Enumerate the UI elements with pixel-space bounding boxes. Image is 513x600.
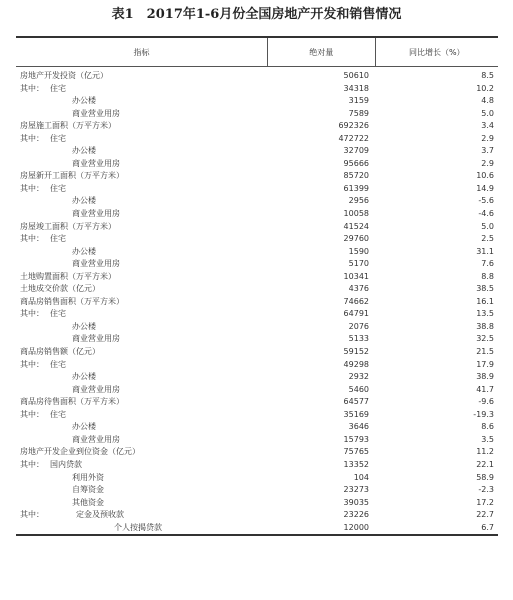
row-label-cell <box>16 258 268 271</box>
table-row <box>16 359 498 372</box>
row-absolute-value: 3646 <box>348 422 369 432</box>
table-row <box>16 170 498 183</box>
row-label: 商业营业用房 <box>72 434 120 444</box>
row-label: 办公楼 <box>72 372 96 382</box>
row-growth-value: 38.5 <box>476 284 494 294</box>
row-label-cell <box>16 384 268 397</box>
table-row <box>16 409 498 422</box>
row-absolute-value: 692326 <box>338 121 369 131</box>
row-growth-value: 8.8 <box>481 271 494 281</box>
row-prefix: 其中： <box>20 234 44 244</box>
row-absolute-value: 3159 <box>348 96 369 106</box>
row-label-cell <box>16 333 268 346</box>
row-label: 办公楼 <box>72 246 96 256</box>
row-label-cell <box>16 133 268 146</box>
row-prefix: 其中： <box>20 133 44 143</box>
row-growth-value: 2.9 <box>481 158 494 168</box>
row-label-cell <box>16 396 268 409</box>
row-absolute-value: 29760 <box>343 234 369 244</box>
table-row <box>16 333 498 346</box>
row-label: 住宅 <box>50 409 66 419</box>
table-row <box>16 384 498 397</box>
row-label: 商品房销售面积（万平方米） <box>20 296 124 306</box>
row-label: 住宅 <box>50 309 66 319</box>
row-prefix: 其中： <box>20 309 44 319</box>
row-label: 住宅 <box>50 183 66 193</box>
row-growth-value: 4.8 <box>481 96 494 106</box>
row-growth-value: 5.0 <box>481 108 494 118</box>
row-absolute-value: 5170 <box>348 259 369 269</box>
row-absolute-value: 41524 <box>343 221 369 231</box>
table-row <box>16 145 498 158</box>
table-row <box>16 459 498 472</box>
row-label: 国内贷款 <box>50 459 82 469</box>
row-label: 商业营业用房 <box>72 384 120 394</box>
row-label: 商品房待售面积（万平方米） <box>20 397 124 407</box>
table-row <box>16 108 498 121</box>
row-growth-value: 21.5 <box>476 347 494 357</box>
row-label-cell <box>16 421 268 434</box>
row-label-cell <box>16 371 268 384</box>
row-label-cell <box>16 83 268 96</box>
row-label: 住宅 <box>50 133 66 143</box>
table-header <box>16 38 498 67</box>
row-growth-value: 7.6 <box>481 259 494 269</box>
row-absolute-value: 35169 <box>343 409 369 419</box>
table-row <box>16 283 498 296</box>
row-growth-value: 32.5 <box>476 334 494 344</box>
row-growth-value: 22.1 <box>476 459 494 469</box>
row-label: 办公楼 <box>72 321 96 331</box>
row-growth-value: 58.9 <box>476 472 494 482</box>
table-row <box>16 296 498 309</box>
row-label: 商业营业用房 <box>72 108 120 118</box>
row-absolute-value: 34318 <box>343 83 369 93</box>
table-row <box>16 509 498 522</box>
row-label: 自筹资金 <box>72 485 104 495</box>
table-row <box>16 133 498 146</box>
table-body <box>16 67 498 536</box>
row-label-cell <box>16 434 268 447</box>
row-growth-value: -9.6 <box>478 397 494 407</box>
row-label-cell <box>16 170 268 183</box>
row-label-cell <box>16 283 268 296</box>
row-label: 办公楼 <box>72 196 96 206</box>
row-prefix: 其中： <box>20 409 44 419</box>
row-label-cell <box>16 108 268 121</box>
row-absolute-value: 23226 <box>343 510 369 520</box>
table-row <box>16 246 498 259</box>
row-absolute-value: 59152 <box>343 347 369 357</box>
table-row <box>16 221 498 234</box>
header-indicator: 指标 <box>133 47 150 57</box>
row-label: 商品房销售额（亿元） <box>20 347 100 357</box>
row-growth-value: 10.2 <box>476 83 494 93</box>
row-growth-value: -19.3 <box>473 409 494 419</box>
row-growth-value: 2.9 <box>481 133 494 143</box>
row-absolute-value: 49298 <box>343 359 369 369</box>
row-label-cell <box>16 459 268 472</box>
row-label: 房地产开发投资（亿元） <box>20 71 108 80</box>
table-row <box>16 308 498 321</box>
row-label-cell <box>16 522 268 535</box>
row-label-cell <box>16 308 268 321</box>
table-row <box>16 120 498 133</box>
row-label: 房屋新开工面积（万平方米） <box>20 171 124 181</box>
row-label: 房屋施工面积（万平方米） <box>20 121 116 131</box>
row-label: 商业营业用房 <box>72 209 120 219</box>
row-growth-value: 3.5 <box>481 434 494 444</box>
row-label: 土地购置面积（万平方米） <box>20 271 116 281</box>
row-label: 办公楼 <box>72 96 96 106</box>
row-label-cell <box>16 233 268 246</box>
row-absolute-value: 61399 <box>343 183 369 193</box>
row-label-cell <box>16 509 268 522</box>
row-label-cell <box>16 296 268 309</box>
row-absolute-value: 1590 <box>348 246 369 256</box>
row-absolute-value: 85720 <box>343 171 369 181</box>
row-label-cell <box>16 446 268 459</box>
row-label: 定金及预收款 <box>76 510 124 520</box>
row-label-cell <box>16 359 268 372</box>
table-row <box>16 271 498 284</box>
row-prefix: 其中： <box>20 459 44 469</box>
row-growth-value: 17.2 <box>476 497 494 507</box>
table-row <box>16 396 498 409</box>
row-absolute-value: 64791 <box>343 309 369 319</box>
row-growth-value: -5.6 <box>478 196 494 206</box>
table-row <box>16 195 498 208</box>
row-absolute-value: 5460 <box>348 384 369 394</box>
table-row <box>16 83 498 96</box>
row-prefix: 其中： <box>20 83 44 93</box>
row-absolute-value: 95666 <box>343 158 369 168</box>
table-row <box>16 497 498 510</box>
row-prefix: 其中： <box>20 510 44 520</box>
row-label: 商业营业用房 <box>72 334 120 344</box>
row-absolute-value: 10341 <box>343 271 369 281</box>
row-label: 其他资金 <box>72 497 104 507</box>
row-label: 住宅 <box>50 359 66 369</box>
row-growth-value: 8.6 <box>481 422 494 432</box>
row-absolute-value: 2932 <box>348 372 369 382</box>
row-absolute-value: 39035 <box>343 497 369 507</box>
table-row <box>16 208 498 221</box>
table-row <box>16 258 498 271</box>
row-label-cell <box>16 70 268 83</box>
row-growth-value: -2.3 <box>478 485 494 495</box>
row-label: 办公楼 <box>72 422 96 432</box>
row-absolute-value: 472722 <box>338 133 369 143</box>
row-label-cell <box>16 120 268 133</box>
row-label-cell <box>16 346 268 359</box>
table-row <box>16 484 498 497</box>
table-row <box>16 371 498 384</box>
data-table <box>16 36 498 536</box>
row-label-cell <box>16 221 268 234</box>
table-row <box>16 158 498 171</box>
row-label-cell <box>16 246 268 259</box>
table-row <box>16 472 498 485</box>
row-growth-value: 3.4 <box>481 121 494 131</box>
table-row <box>16 70 498 83</box>
row-label-cell <box>16 497 268 510</box>
row-label-cell <box>16 158 268 171</box>
row-label: 房地产开发企业到位资金（亿元） <box>20 447 140 457</box>
row-absolute-value: 5133 <box>348 334 369 344</box>
row-label: 住宅 <box>50 234 66 244</box>
table-row <box>16 434 498 447</box>
row-label-cell <box>16 208 268 221</box>
row-absolute-value: 2956 <box>348 196 369 206</box>
row-growth-value: 31.1 <box>476 246 494 256</box>
row-absolute-value: 10058 <box>343 209 369 219</box>
row-absolute-value: 12000 <box>343 522 369 532</box>
row-label-cell <box>16 484 268 497</box>
header-growth: 同比增长（%） <box>375 38 498 66</box>
row-absolute-value: 74662 <box>343 296 369 306</box>
row-growth-value: 11.2 <box>476 447 494 457</box>
row-absolute-value: 32709 <box>343 146 369 156</box>
row-label: 土地成交价款（亿元） <box>20 284 100 294</box>
row-label-cell <box>16 183 268 196</box>
table-row <box>16 522 498 535</box>
row-label: 利用外资 <box>72 472 104 482</box>
table-row <box>16 95 498 108</box>
row-growth-value: 41.7 <box>476 384 494 394</box>
row-label-cell <box>16 472 268 485</box>
table-row <box>16 421 498 434</box>
row-label-cell <box>16 409 268 422</box>
table-row <box>16 233 498 246</box>
row-label: 个人按揭贷款 <box>114 522 162 532</box>
table-row <box>16 346 498 359</box>
row-growth-value: 38.9 <box>476 372 494 382</box>
row-growth-value: 10.6 <box>476 171 494 181</box>
row-growth-value: 5.0 <box>481 221 494 231</box>
row-label-cell <box>16 95 268 108</box>
row-absolute-value: 64577 <box>343 397 369 407</box>
row-absolute-value: 2076 <box>348 321 369 331</box>
row-absolute-value: 4376 <box>348 284 369 294</box>
row-label-cell <box>16 321 268 334</box>
row-label-cell <box>16 195 268 208</box>
row-absolute-value: 50610 <box>343 71 369 80</box>
row-label: 住宅 <box>50 83 66 93</box>
row-absolute-value: 13352 <box>343 459 369 469</box>
row-growth-value: 13.5 <box>476 309 494 319</box>
table-row <box>16 183 498 196</box>
row-label: 房屋竣工面积（万平方米） <box>20 221 116 231</box>
row-prefix: 其中： <box>20 359 44 369</box>
header-absolute: 绝对量 <box>267 38 375 66</box>
table-row <box>16 446 498 459</box>
row-growth-value: 3.7 <box>481 146 494 156</box>
row-label: 办公楼 <box>72 146 96 156</box>
row-absolute-value: 15793 <box>343 434 369 444</box>
row-absolute-value: 7589 <box>348 108 369 118</box>
table-row <box>16 321 498 334</box>
row-absolute-value: 104 <box>353 472 369 482</box>
row-growth-value: 2.5 <box>481 234 494 244</box>
row-absolute-value: 75765 <box>343 447 369 457</box>
row-growth-value: 16.1 <box>476 296 494 306</box>
row-growth-value: 8.5 <box>481 71 494 80</box>
row-absolute-value: 23273 <box>343 485 369 495</box>
row-growth-value: 22.7 <box>476 510 494 520</box>
row-label: 商业营业用房 <box>72 259 120 269</box>
row-prefix: 其中： <box>20 183 44 193</box>
row-label: 商业营业用房 <box>72 158 120 168</box>
row-growth-value: 6.7 <box>481 522 494 532</box>
row-growth-value: -4.6 <box>478 209 494 219</box>
row-label-cell <box>16 145 268 158</box>
row-label-cell <box>16 271 268 284</box>
row-growth-value: 14.9 <box>476 183 494 193</box>
row-growth-value: 17.9 <box>476 359 494 369</box>
row-growth-value: 38.8 <box>476 321 494 331</box>
table-title: 表1 2017年1-6月份全国房地产开发和销售情况 <box>111 7 402 22</box>
